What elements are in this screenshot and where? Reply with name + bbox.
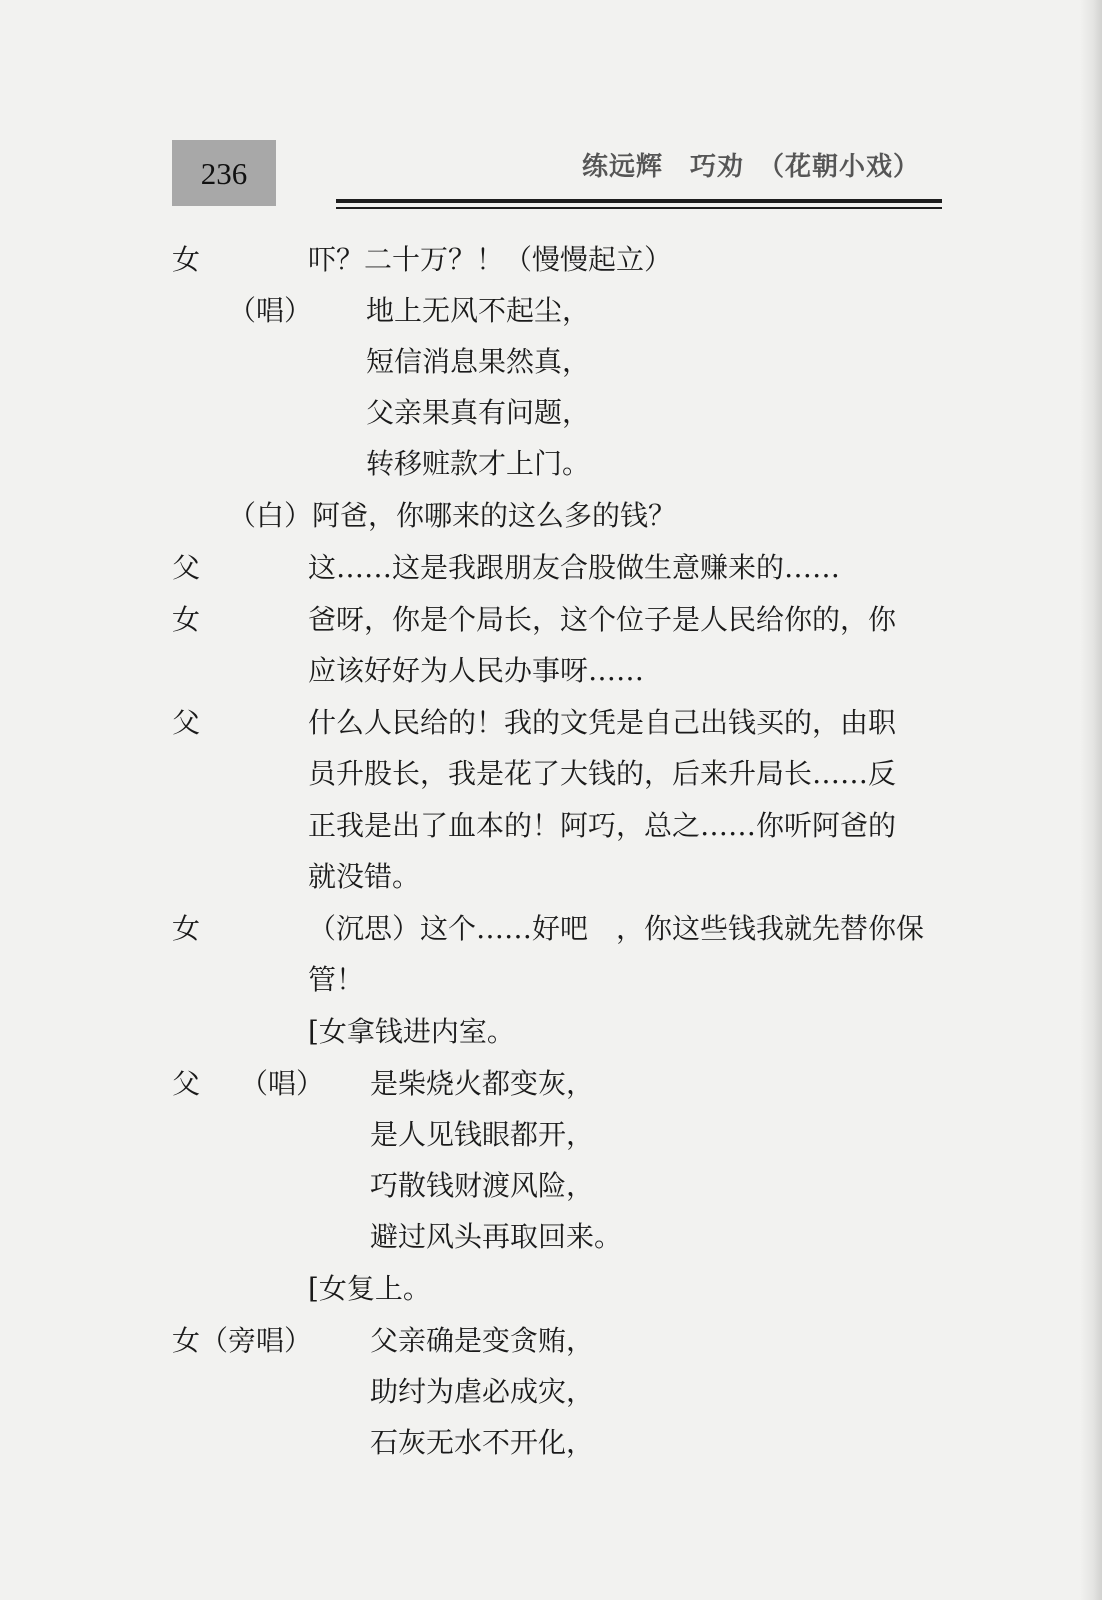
text-line: 父亲确是变贪贿，: [370, 1324, 595, 1357]
page-edge-shadow: [1080, 0, 1102, 1600]
header-rule-thick: [336, 199, 942, 203]
text-line: （白）阿爸，你哪来的这么多的钱？: [228, 499, 677, 532]
page-number: 236: [200, 156, 248, 191]
text-line: 巧散钱财渡风险，: [370, 1169, 595, 1202]
text-line: 父: [172, 1067, 201, 1100]
text-line: 女: [172, 603, 201, 636]
text-line: 就没错。: [308, 860, 421, 893]
text-line: 女: [172, 912, 201, 945]
text-line: 地上无风不起尘，: [366, 294, 591, 327]
text-line: 父亲果真有问题，: [366, 396, 591, 429]
text-line: 是柴烧火都变灰，: [370, 1067, 595, 1100]
text-line: 这……这是我跟朋友合股做生意赚来的……: [308, 551, 841, 584]
text-line: 避过风头再取回来。: [370, 1220, 623, 1253]
text-line: 女: [172, 243, 201, 276]
text-line: 应该好好为人民办事呀……: [308, 654, 645, 687]
text-line: 短信消息果然真，: [366, 345, 591, 378]
text-line: 管！: [308, 963, 365, 996]
page-number-box: [172, 140, 276, 206]
text-line: 正我是出了血本的！阿巧，总之……你听阿爸的: [308, 809, 897, 842]
text-line: 员升股长，我是花了大钱的，后来升局长……反: [308, 757, 897, 790]
text-line: 父: [172, 551, 201, 584]
text-line: [女复上。: [308, 1272, 431, 1305]
text-line: （唱）: [240, 1067, 325, 1100]
text-line: 父: [172, 706, 201, 739]
text-line: 什么人民给的！我的文凭是自己出钱买的，由职: [308, 706, 897, 739]
text-line: 女（旁唱）: [172, 1324, 313, 1357]
text-line: 助纣为虐必成灾，: [370, 1375, 595, 1408]
text-line: 石灰无水不开化，: [370, 1426, 595, 1459]
text-line: 是人见钱眼都开，: [370, 1118, 595, 1151]
running-head: 练远辉 巧劝 （花朝小戏）: [581, 152, 920, 182]
header-rule-thin: [336, 207, 942, 209]
text-line: 转移赃款才上门。: [366, 447, 591, 480]
text-line: （唱）: [228, 294, 313, 327]
text-line: [女拿钱进内室。: [308, 1015, 515, 1048]
text-line: （沉思）这个……好吧 ，你这些钱我就先替你保: [308, 912, 925, 945]
text-line: 吓？二十万？！（慢慢起立）: [308, 243, 673, 276]
text-line: 爸呀，你是个局长，这个位子是人民给你的，你: [308, 603, 897, 636]
